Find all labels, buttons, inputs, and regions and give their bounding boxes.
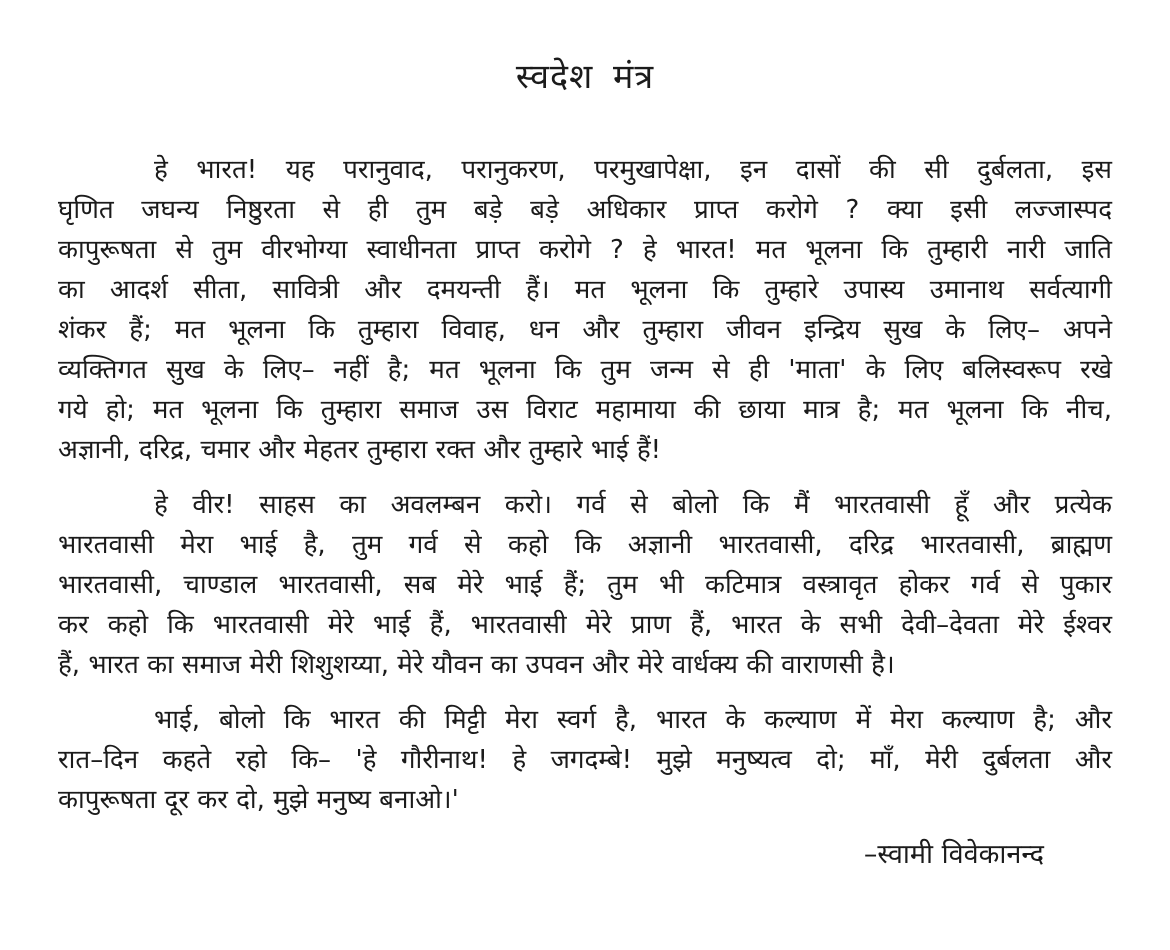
paragraph (58, 150, 1112, 470)
text-line: हैं, भारत का समाज मेरी शिशुशय्या, मेरे यौवन का उपवन और मेरे वार्धक्य की वाराणसी है। (58, 650, 895, 680)
text-line: भाई, बोलो कि भारत की मिट्टी मेरा स्वर्ग है, भारत के कल्याण में मेरा कल्याण है; और (154, 705, 1112, 735)
text-line: घृणित जघन्य निष्ठुरता से ही तुम बड़े बड़े अधिकार प्राप्त करोगे ? क्या इसी लज्जास्पद (58, 195, 1112, 225)
text-line: अज्ञानी, दरिद्र, चमार और मेहतर तुम्हारा रक्त और तुम्हारे भाई हैं! (58, 435, 662, 465)
author-signature: –स्वामी विवेकानन्द (863, 839, 1044, 870)
text-line: शंकर हैं; मत भूलना कि तुम्हारा विवाह, धन और तुम्हारा जीवन इन्द्रिय सुख के लिए– अपने (58, 315, 1112, 345)
paragraph (58, 485, 1112, 685)
text-line: कापुरूषता से तुम वीरभोग्या स्वाधीनता प्राप्त करोगे ? हे भारत! मत भूलना कि तुम्हारी नारी जाति (58, 235, 1112, 265)
text-line: व्यक्तिगत सुख के लिए– नहीं है; मत भूलना कि तुम जन्म से ही 'माता' के लिए बलिस्वरूप रखे (58, 355, 1112, 385)
text-line: कर कहो कि भारतवासी मेरे भाई हैं, भारतवासी मेरे प्राण हैं, भारत के सभी देवी–देवता मेरे ईश्वर (58, 610, 1112, 640)
text-line: भारतवासी मेरा भाई है, तुम गर्व से कहो कि अज्ञानी भारतवासी, दरिद्र भारतवासी, ब्राह्मण (58, 530, 1112, 560)
text-line: रात–दिन कहते रहो कि– 'हे गौरीनाथ! हे जगदम्बे! मुझे मनुष्यत्व दो; माँ, मेरी दुर्बलता और (58, 745, 1112, 775)
text-line: भारतवासी, चाण्डाल भारतवासी, सब मेरे भाई हैं; तुम भी कटिमात्र वस्त्रावृत होकर गर्व से पुकार (58, 570, 1112, 600)
page-title: स्वदेश मंत्र (515, 57, 655, 97)
text-line: का आदर्श सीता, सावित्री और दमयन्ती हैं। मत भूलना कि तुम्हारे उपास्य उमानाथ सर्वत्यागी (58, 275, 1112, 305)
text-line: कापुरूषता दूर कर दो, मुझे मनुष्य बनाओ।' (58, 785, 459, 815)
text-line: हे भारत! यह परानुवाद, परानुकरण, परमुखापेक्षा, इन दासों की सी दुर्बलता, इस (154, 155, 1112, 185)
text-line: हे वीर! साहस का अवलम्बन करो। गर्व से बोलो कि मैं भारतवासी हूँ और प्रत्येक (154, 490, 1112, 520)
paragraph (58, 700, 1112, 820)
text-line: गये हो; मत भूलना कि तुम्हारा समाज उस विराट महामाया की छाया मात्र है; मत भूलना कि नीच, (58, 395, 1112, 425)
